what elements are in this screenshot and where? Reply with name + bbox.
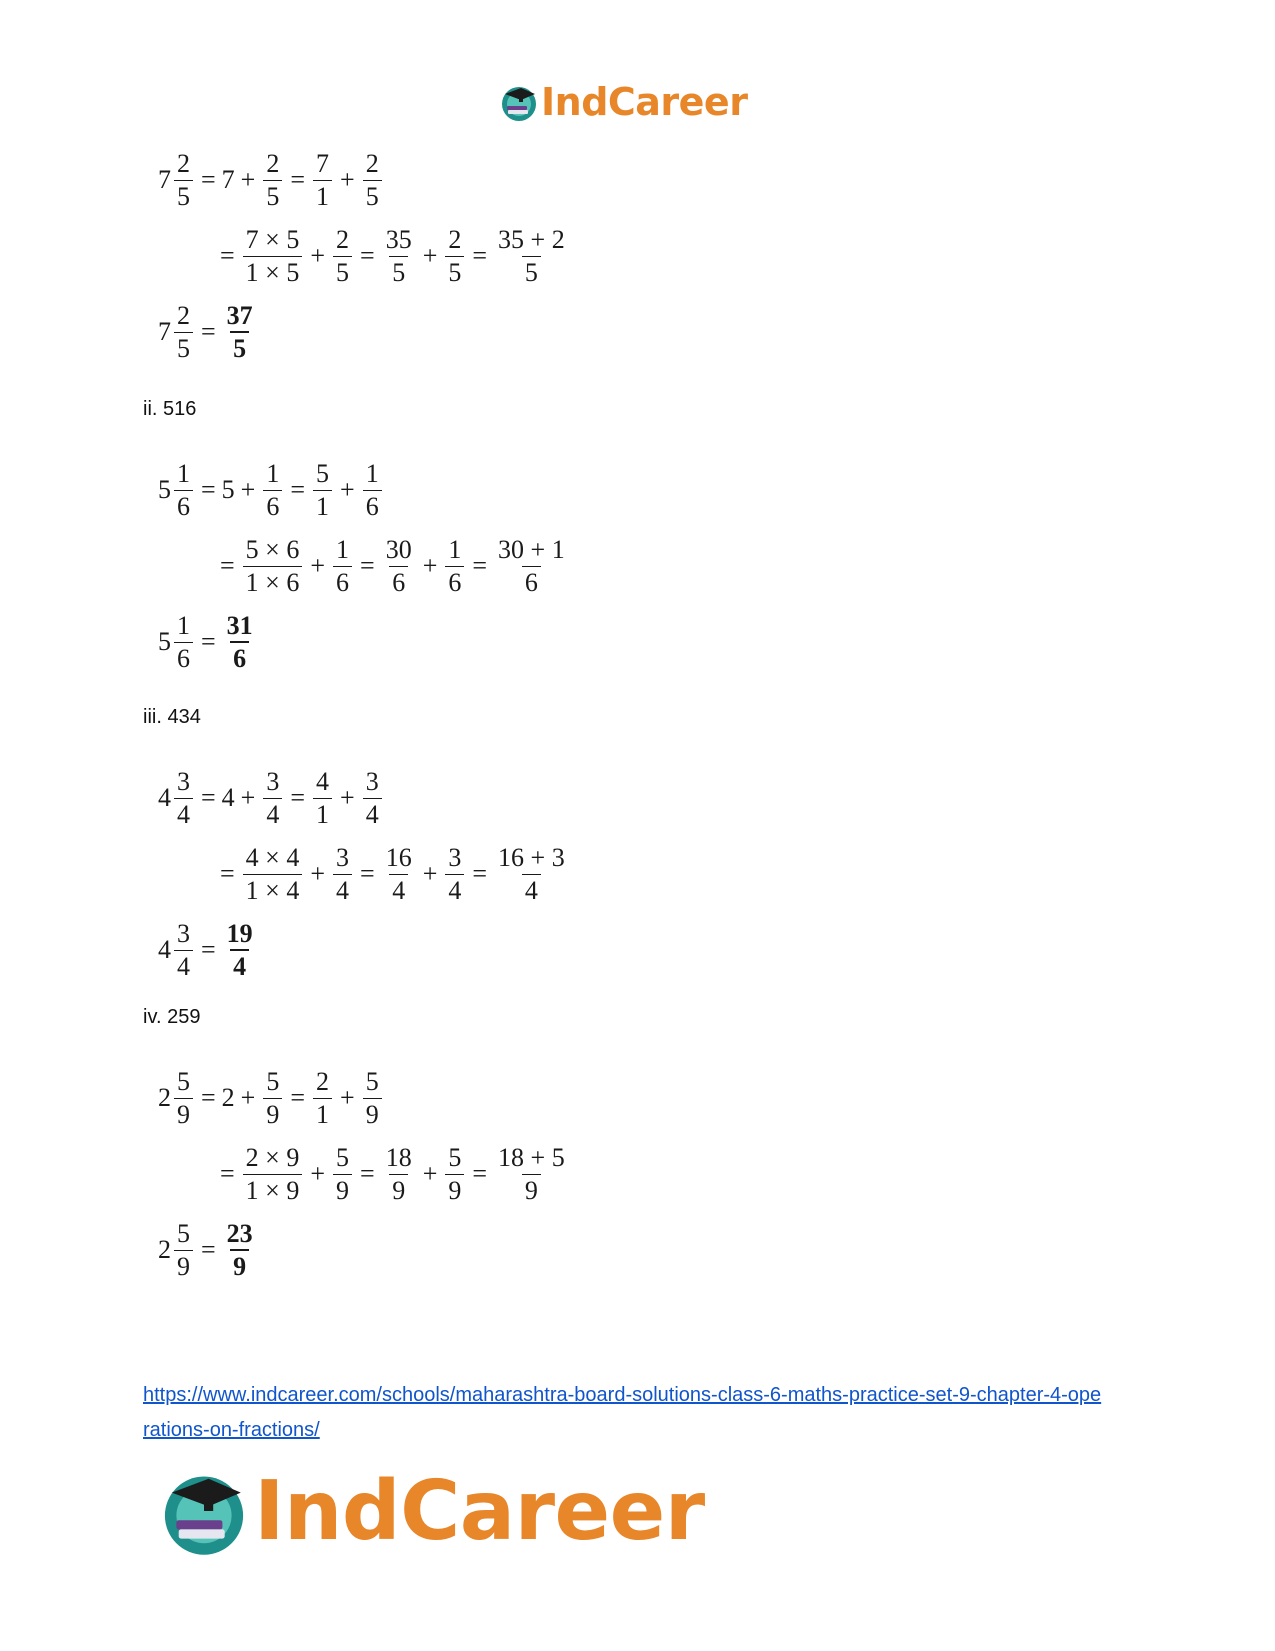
math-operator: = bbox=[201, 627, 216, 656]
math-operator: = bbox=[290, 165, 306, 194]
fraction bbox=[445, 844, 464, 904]
numerator: 4 × 4 bbox=[245, 843, 300, 873]
denominator: 5 bbox=[363, 180, 382, 210]
fraction bbox=[174, 612, 193, 672]
denominator: 1 bbox=[313, 490, 332, 520]
fraction bbox=[495, 536, 568, 596]
mixed-whole-number: 7 bbox=[158, 165, 171, 194]
fraction bbox=[333, 536, 352, 596]
denominator: 4 bbox=[174, 950, 193, 980]
math-operator: = bbox=[360, 551, 375, 580]
numerator: 3 bbox=[177, 919, 190, 949]
numerator: 35 + 2 bbox=[498, 225, 565, 255]
solution-page-link[interactable]: https://www.indcareer.com/schools/maharashtra-board-solutions-class-6-maths-practice-set-9-chapter-4-operations-on-fractions/ bbox=[143, 1384, 1102, 1441]
math-operator: = bbox=[201, 1083, 216, 1112]
fraction bbox=[495, 226, 568, 286]
denominator: 4 bbox=[389, 874, 408, 904]
math-operator: = bbox=[360, 241, 375, 270]
math-operator: = bbox=[472, 551, 488, 580]
denominator: 9 bbox=[363, 1098, 382, 1128]
fraction bbox=[174, 768, 193, 828]
numerator: 31 bbox=[226, 610, 253, 640]
mixed-whole-number: 4 bbox=[158, 935, 171, 964]
question-label-iii: iii. 434 bbox=[143, 706, 201, 728]
math-operator: + bbox=[422, 551, 438, 580]
math-operator: = bbox=[201, 475, 216, 504]
fraction bbox=[174, 302, 193, 362]
denominator: 5 bbox=[445, 256, 464, 286]
fraction bbox=[243, 226, 303, 286]
fraction bbox=[174, 150, 193, 210]
numerator: 35 bbox=[385, 225, 412, 255]
fraction bbox=[383, 844, 415, 904]
fraction bbox=[243, 844, 303, 904]
math-operator: + bbox=[422, 241, 438, 270]
equation-line bbox=[158, 604, 570, 680]
denominator: 9 bbox=[522, 1174, 541, 1204]
numerator: 2 bbox=[266, 149, 280, 179]
math-operator: = bbox=[472, 859, 488, 888]
numerator: 5 bbox=[316, 459, 330, 489]
numerator: 7 × 5 bbox=[245, 225, 300, 255]
numerator: 16 bbox=[385, 843, 412, 873]
fraction bbox=[263, 150, 282, 210]
numerator: 1 bbox=[365, 459, 379, 489]
math-operator: = bbox=[360, 1159, 375, 1188]
denominator: 1 × 5 bbox=[243, 256, 303, 286]
math-operator: + bbox=[340, 165, 355, 194]
equation-line bbox=[158, 912, 570, 988]
denominator: 4 bbox=[174, 798, 193, 828]
numerator: 2 bbox=[336, 225, 350, 255]
math-operator: = bbox=[220, 1159, 235, 1188]
mixed-whole-number: 5 bbox=[158, 627, 171, 656]
math-number: 2 bbox=[221, 1083, 235, 1112]
mixed-whole-number: 2 bbox=[158, 1083, 171, 1112]
numerator: 2 bbox=[448, 225, 462, 255]
denominator: 6 bbox=[389, 566, 408, 596]
math-operator: = bbox=[290, 475, 306, 504]
denominator: 1 × 9 bbox=[243, 1174, 303, 1204]
fraction bbox=[333, 226, 352, 286]
denominator: 6 bbox=[174, 642, 193, 672]
math-operator: + bbox=[422, 859, 438, 888]
equation-line bbox=[158, 1136, 570, 1212]
denominator: 9 bbox=[174, 1098, 193, 1128]
answer-fraction bbox=[224, 1220, 256, 1281]
fraction bbox=[243, 1144, 303, 1204]
fraction bbox=[174, 1220, 193, 1280]
denominator: 6 bbox=[263, 490, 282, 520]
fraction bbox=[313, 768, 332, 828]
numerator: 18 bbox=[385, 1143, 412, 1173]
math-operator: + bbox=[310, 859, 326, 888]
fraction bbox=[333, 1144, 352, 1204]
mixed-whole-number: 7 bbox=[158, 317, 171, 346]
answer-fraction bbox=[224, 612, 256, 673]
question-label-iv: iv. 259 bbox=[143, 1006, 201, 1028]
equation-line bbox=[158, 452, 570, 528]
math-operator: + bbox=[240, 165, 256, 194]
math-operator: + bbox=[310, 1159, 326, 1188]
denominator: 5 bbox=[389, 256, 408, 286]
numerator: 2 bbox=[365, 149, 379, 179]
denominator: 5 bbox=[174, 332, 193, 362]
denominator: 9 bbox=[333, 1174, 352, 1204]
math-operator: = bbox=[220, 551, 235, 580]
math-operator: = bbox=[201, 1235, 216, 1264]
numerator: 3 bbox=[448, 843, 462, 873]
math-number: 5 bbox=[221, 475, 235, 504]
fraction bbox=[263, 460, 282, 520]
indcareer-logo-bottom bbox=[158, 1462, 705, 1560]
denominator: 9 bbox=[389, 1174, 408, 1204]
math-operator: = bbox=[201, 165, 216, 194]
math-operator: = bbox=[201, 317, 216, 346]
fraction bbox=[174, 460, 193, 520]
fraction-section-iii bbox=[158, 760, 570, 988]
numerator: 3 bbox=[266, 767, 280, 797]
fraction bbox=[363, 1068, 382, 1128]
denominator: 5 bbox=[522, 256, 541, 286]
graduation-cap-books-globe-icon bbox=[158, 1465, 250, 1557]
equation-line bbox=[158, 1060, 570, 1136]
numerator: 2 × 9 bbox=[245, 1143, 300, 1173]
numerator: 37 bbox=[226, 300, 253, 330]
math-number: 4 bbox=[221, 783, 235, 812]
fraction bbox=[174, 920, 193, 980]
fraction bbox=[313, 460, 332, 520]
denominator: 5 bbox=[230, 331, 249, 362]
denominator: 9 bbox=[263, 1098, 282, 1128]
logo-wordmark: IndCareer bbox=[254, 1463, 705, 1559]
logo-wordmark: IndCareer bbox=[541, 80, 748, 124]
math-operator: = bbox=[290, 783, 306, 812]
denominator: 4 bbox=[263, 798, 282, 828]
numerator: 1 bbox=[448, 535, 462, 565]
fraction bbox=[333, 844, 352, 904]
mixed-whole-number: 4 bbox=[158, 783, 171, 812]
math-operator: = bbox=[472, 241, 488, 270]
math-operator: = bbox=[290, 1083, 306, 1112]
denominator: 6 bbox=[522, 566, 541, 596]
numerator: 5 bbox=[336, 1143, 350, 1173]
denominator: 4 bbox=[522, 874, 541, 904]
math-operator: = bbox=[201, 783, 216, 812]
numerator: 2 bbox=[316, 1067, 330, 1097]
fraction bbox=[363, 460, 382, 520]
math-operator: + bbox=[240, 1083, 256, 1112]
numerator: 23 bbox=[226, 1218, 253, 1248]
numerator: 4 bbox=[316, 767, 330, 797]
numerator: 16 + 3 bbox=[498, 843, 565, 873]
fraction-section-i bbox=[158, 142, 570, 370]
numerator: 3 bbox=[336, 843, 350, 873]
denominator: 1 × 6 bbox=[243, 566, 303, 596]
denominator: 5 bbox=[174, 180, 193, 210]
fraction bbox=[363, 150, 382, 210]
answer-fraction bbox=[224, 302, 256, 363]
denominator: 9 bbox=[445, 1174, 464, 1204]
fraction-section-ii bbox=[158, 452, 570, 680]
math-operator: + bbox=[310, 551, 326, 580]
question-label-ii: ii. 516 bbox=[143, 398, 197, 420]
numerator: 1 bbox=[266, 459, 280, 489]
denominator: 4 bbox=[333, 874, 352, 904]
fraction-section-iv bbox=[158, 1060, 570, 1288]
fraction bbox=[313, 1068, 332, 1128]
numerator: 18 + 5 bbox=[498, 1143, 565, 1173]
fraction bbox=[445, 226, 464, 286]
fraction bbox=[495, 844, 568, 904]
numerator: 5 bbox=[266, 1067, 280, 1097]
numerator: 5 bbox=[177, 1219, 190, 1249]
equation-line bbox=[158, 294, 570, 370]
equation-line bbox=[158, 218, 570, 294]
math-operator: = bbox=[201, 935, 216, 964]
math-operator: + bbox=[340, 1083, 355, 1112]
denominator: 5 bbox=[333, 256, 352, 286]
numerator: 1 bbox=[177, 611, 190, 641]
numerator: 1 bbox=[336, 535, 350, 565]
equation-line bbox=[158, 142, 570, 218]
indcareer-logo-top bbox=[499, 78, 747, 126]
numerator: 7 bbox=[316, 149, 330, 179]
numerator: 5 bbox=[365, 1067, 379, 1097]
fraction bbox=[445, 536, 464, 596]
denominator: 1 bbox=[313, 798, 332, 828]
fraction bbox=[263, 1068, 282, 1128]
equation-line bbox=[158, 528, 570, 604]
equation-line bbox=[158, 1212, 570, 1288]
denominator: 9 bbox=[230, 1249, 249, 1280]
denominator: 6 bbox=[333, 566, 352, 596]
denominator: 6 bbox=[230, 641, 249, 672]
fraction bbox=[495, 1144, 568, 1204]
fraction bbox=[445, 1144, 464, 1204]
numerator: 1 bbox=[177, 459, 190, 489]
denominator: 1 × 4 bbox=[243, 874, 303, 904]
denominator: 1 bbox=[313, 180, 332, 210]
numerator: 5 bbox=[177, 1067, 190, 1097]
numerator: 3 bbox=[177, 767, 190, 797]
fraction bbox=[174, 1068, 193, 1128]
mixed-whole-number: 5 bbox=[158, 475, 171, 504]
denominator: 9 bbox=[174, 1250, 193, 1280]
equation-line bbox=[158, 760, 570, 836]
denominator: 6 bbox=[363, 490, 382, 520]
numerator: 3 bbox=[365, 767, 379, 797]
fraction bbox=[243, 536, 303, 596]
math-number: 7 bbox=[221, 165, 235, 194]
numerator: 19 bbox=[226, 918, 253, 948]
fraction bbox=[263, 768, 282, 828]
graduation-cap-books-globe-icon bbox=[499, 82, 539, 122]
numerator: 5 × 6 bbox=[245, 535, 300, 565]
math-operator: + bbox=[422, 1159, 438, 1188]
math-operator: + bbox=[340, 475, 355, 504]
fraction bbox=[383, 536, 415, 596]
math-operator: + bbox=[240, 783, 256, 812]
fraction bbox=[383, 226, 415, 286]
math-operator: + bbox=[310, 241, 326, 270]
denominator: 6 bbox=[174, 490, 193, 520]
equation-line bbox=[158, 836, 570, 912]
numerator: 30 bbox=[385, 535, 412, 565]
denominator: 1 bbox=[313, 1098, 332, 1128]
math-operator: + bbox=[240, 475, 256, 504]
math-operator: = bbox=[472, 1159, 488, 1188]
fraction bbox=[383, 1144, 415, 1204]
math-operator: = bbox=[220, 241, 235, 270]
math-operator: = bbox=[360, 859, 375, 888]
math-operator: = bbox=[220, 859, 235, 888]
denominator: 6 bbox=[445, 566, 464, 596]
denominator: 4 bbox=[363, 798, 382, 828]
fraction bbox=[313, 150, 332, 210]
denominator: 4 bbox=[230, 949, 249, 980]
denominator: 4 bbox=[445, 874, 464, 904]
numerator: 5 bbox=[448, 1143, 462, 1173]
mixed-whole-number: 2 bbox=[158, 1235, 171, 1264]
numerator: 2 bbox=[177, 149, 190, 179]
numerator: 2 bbox=[177, 301, 190, 331]
denominator: 5 bbox=[263, 180, 282, 210]
math-operator: + bbox=[340, 783, 355, 812]
answer-fraction bbox=[224, 920, 256, 981]
fraction bbox=[363, 768, 382, 828]
numerator: 30 + 1 bbox=[498, 535, 565, 565]
